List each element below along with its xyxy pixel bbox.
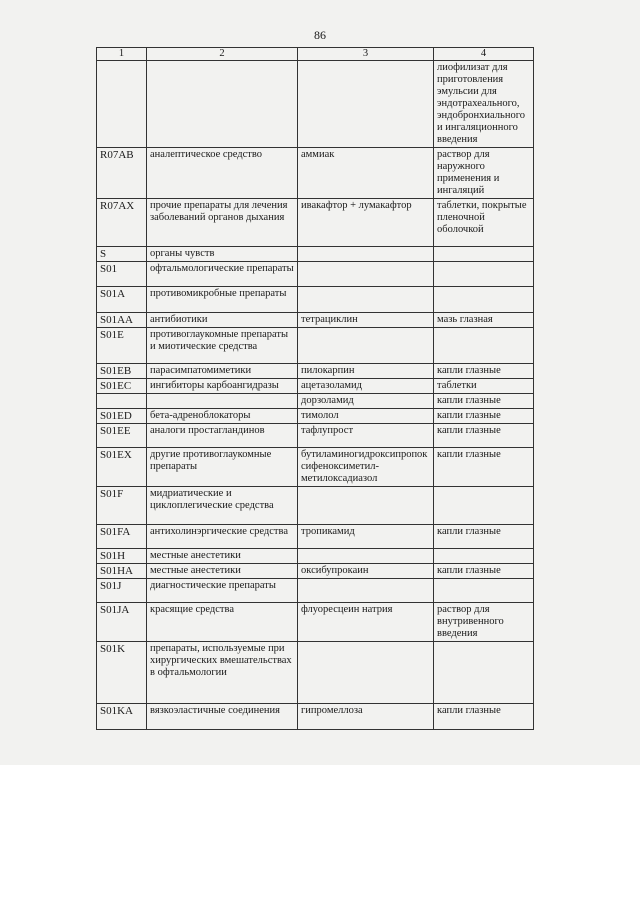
substance-cell xyxy=(298,328,434,364)
table-row xyxy=(97,379,534,394)
pharm-group-cell: красящие средства xyxy=(147,603,298,642)
table-row xyxy=(97,549,534,564)
table-row xyxy=(97,364,534,379)
substance-cell xyxy=(298,262,434,287)
pharm-group-cell xyxy=(147,61,298,148)
substance-cell: тропикамид xyxy=(298,525,434,549)
substance-cell: флуоресцеин натрия xyxy=(298,603,434,642)
atc-code-cell: S xyxy=(97,247,147,262)
atc-code-cell: S01EE xyxy=(97,424,147,448)
table-row xyxy=(97,448,534,487)
pharm-group-cell: офтальмологические препараты xyxy=(147,262,298,287)
atc-code-cell: S01H xyxy=(97,549,147,564)
table-row xyxy=(97,642,534,704)
atc-code-cell xyxy=(97,61,147,148)
dosage-form-cell: лиофилизат для приготовления эмульсии для эндотрахеального, эндобронхиального и ингаляционного введения xyxy=(434,61,534,148)
table-header-row xyxy=(97,48,534,61)
atc-code-cell: S01 xyxy=(97,262,147,287)
pharm-group-cell: другие противоглаукомные препараты xyxy=(147,448,298,487)
dosage-form-cell: мазь глазная xyxy=(434,313,534,328)
pharm-group-cell xyxy=(147,394,298,409)
column-header: 1 xyxy=(97,48,147,61)
substance-cell: пилокарпин xyxy=(298,364,434,379)
substance-cell xyxy=(298,549,434,564)
substance-cell: аммиак xyxy=(298,148,434,199)
table-row xyxy=(97,603,534,642)
pharm-group-cell: препараты, используемые при хирургических вмешательствах в офтальмологии xyxy=(147,642,298,704)
atc-code-cell: R07AB xyxy=(97,148,147,199)
dosage-form-cell xyxy=(434,549,534,564)
atc-code-cell: S01J xyxy=(97,579,147,603)
dosage-form-cell: капли глазные xyxy=(434,364,534,379)
pharm-group-cell: противомикробные препараты xyxy=(147,287,298,313)
atc-code-cell: S01F xyxy=(97,487,147,525)
table-row xyxy=(97,148,534,199)
table-row xyxy=(97,564,534,579)
dosage-form-cell xyxy=(434,262,534,287)
table-row xyxy=(97,579,534,603)
substance-cell: дорзоламид xyxy=(298,394,434,409)
column-header: 3 xyxy=(298,48,434,61)
table-row xyxy=(97,199,534,247)
pharm-group-cell: местные анестетики xyxy=(147,549,298,564)
table-row xyxy=(97,61,534,148)
atc-code-cell: S01FA xyxy=(97,525,147,549)
atc-code-cell: S01ED xyxy=(97,409,147,424)
atc-code-cell: S01K xyxy=(97,642,147,704)
atc-code-cell: S01A xyxy=(97,287,147,313)
table-row xyxy=(97,313,534,328)
dosage-form-cell: раствор для внутривенного введения xyxy=(434,603,534,642)
substance-cell: тетрациклин xyxy=(298,313,434,328)
dosage-form-cell: таблетки xyxy=(434,379,534,394)
substance-cell: тафлупрост xyxy=(298,424,434,448)
table-row xyxy=(97,704,534,730)
dosage-form-cell xyxy=(434,247,534,262)
table-row xyxy=(97,487,534,525)
dosage-form-cell xyxy=(434,487,534,525)
atc-code-cell xyxy=(97,394,147,409)
atc-code-cell: S01E xyxy=(97,328,147,364)
dosage-form-cell: капли глазные xyxy=(434,525,534,549)
dosage-form-cell: капли глазные xyxy=(434,564,534,579)
pharm-group-cell: антихолинэргические средства xyxy=(147,525,298,549)
atc-code-cell: S01JA xyxy=(97,603,147,642)
substance-cell: бутиламиногидроксипропоксифеноксиметил-метилоксадиазол xyxy=(298,448,434,487)
pharm-group-cell: мидриатические и циклоплегические средства xyxy=(147,487,298,525)
substance-cell xyxy=(298,579,434,603)
atc-code-cell: S01EX xyxy=(97,448,147,487)
table-row xyxy=(97,287,534,313)
table-row xyxy=(97,525,534,549)
dosage-form-cell: капли глазные xyxy=(434,704,534,730)
pharm-group-cell: парасимпатомиметики xyxy=(147,364,298,379)
pharm-group-cell: местные анестетики xyxy=(147,564,298,579)
column-header: 2 xyxy=(147,48,298,61)
dosage-form-cell: капли глазные xyxy=(434,424,534,448)
substance-cell: ацетазоламид xyxy=(298,379,434,394)
dosage-form-cell: таблетки, покрытые пленочной оболочкой xyxy=(434,199,534,247)
table-row xyxy=(97,409,534,424)
table-row xyxy=(97,394,534,409)
substance-cell xyxy=(298,61,434,148)
pharm-group-cell: аналептическое средство xyxy=(147,148,298,199)
pharm-group-cell: ингибиторы карбоангидразы xyxy=(147,379,298,394)
atc-code-cell: S01EB xyxy=(97,364,147,379)
drug-table xyxy=(96,47,534,730)
atc-code-cell: S01AA xyxy=(97,313,147,328)
dosage-form-cell xyxy=(434,328,534,364)
substance-cell xyxy=(298,247,434,262)
atc-code-cell: S01KA xyxy=(97,704,147,730)
dosage-form-cell xyxy=(434,287,534,313)
page-number: 86 xyxy=(314,28,326,42)
substance-cell xyxy=(298,287,434,313)
table-row xyxy=(97,424,534,448)
dosage-form-cell: капли глазные xyxy=(434,409,534,424)
pharm-group-cell: вязкоэластичные соединения xyxy=(147,704,298,730)
substance-cell xyxy=(298,487,434,525)
dosage-form-cell xyxy=(434,579,534,603)
substance-cell: гипромеллоза xyxy=(298,704,434,730)
atc-code-cell: R07AX xyxy=(97,199,147,247)
substance-cell: ивакафтор + лумакафтор xyxy=(298,199,434,247)
pharm-group-cell: бета-адреноблокаторы xyxy=(147,409,298,424)
pharm-group-cell: противоглаукомные препараты и миотические средства xyxy=(147,328,298,364)
pharm-group-cell: органы чувств xyxy=(147,247,298,262)
dosage-form-cell: капли глазные xyxy=(434,394,534,409)
column-header: 4 xyxy=(434,48,534,61)
dosage-form-cell: раствор для наружного применения и ингаляций xyxy=(434,148,534,199)
substance-cell: тимолол xyxy=(298,409,434,424)
dosage-form-cell: капли глазные xyxy=(434,448,534,487)
table-row xyxy=(97,262,534,287)
pharm-group-cell: диагностические препараты xyxy=(147,579,298,603)
dosage-form-cell xyxy=(434,642,534,704)
pharm-group-cell: прочие препараты для лечения заболеваний органов дыхания xyxy=(147,199,298,247)
substance-cell: оксибупрокаин xyxy=(298,564,434,579)
pharm-group-cell: аналоги простагландинов xyxy=(147,424,298,448)
atc-code-cell: S01EC xyxy=(97,379,147,394)
pharm-group-cell: антибиотики xyxy=(147,313,298,328)
table-row xyxy=(97,247,534,262)
substance-cell xyxy=(298,642,434,704)
atc-code-cell: S01HA xyxy=(97,564,147,579)
table-row xyxy=(97,328,534,364)
